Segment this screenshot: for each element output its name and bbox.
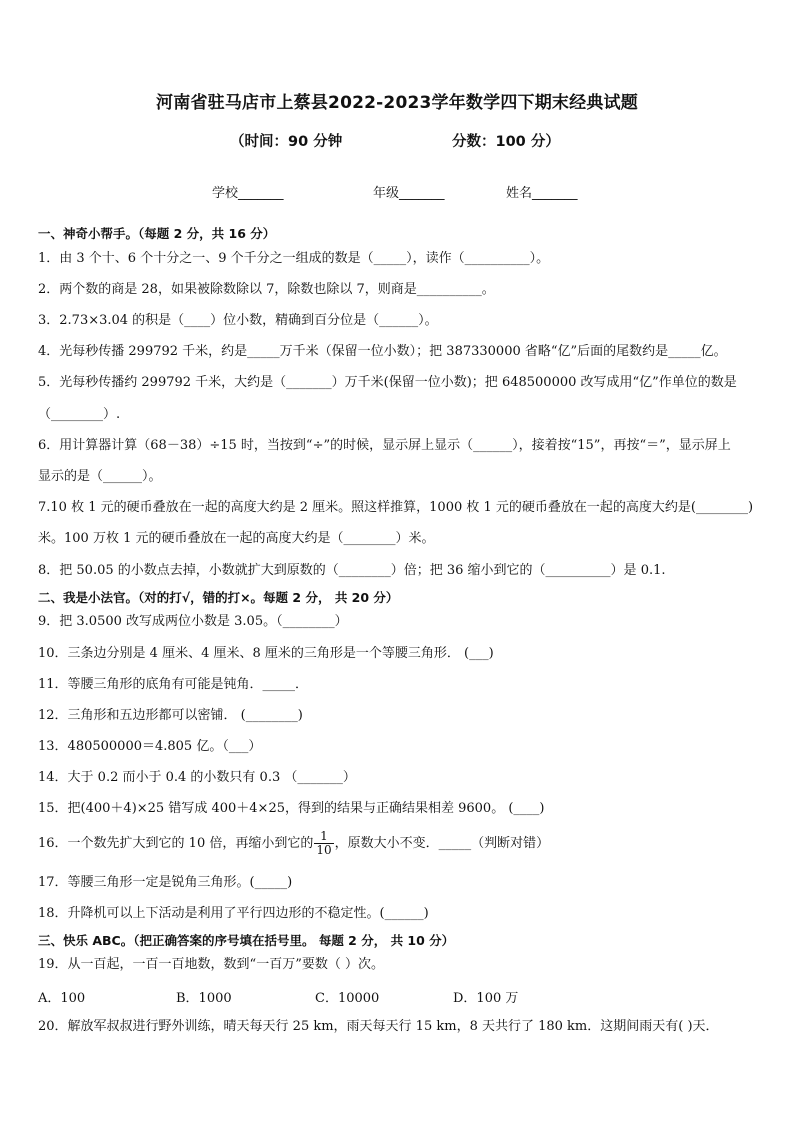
question-12: 12．三角形和五边形都可以密铺． (________) [38, 708, 303, 723]
grade-field: 年级_______ [373, 186, 445, 201]
option-b: B．1000 [176, 991, 232, 1006]
fraction-denominator: 10 [316, 843, 332, 857]
question-5-line-1: 5．光每秒传播约 299792 千米，大约是（_______）万千米(保留一位小数)；把 648500000 改写成用“亿”作单位的数是 [38, 375, 737, 390]
exam-score: 分数：100 分） [452, 134, 560, 150]
section-2-heading: 二、我是小法官。（对的打√，错的打×。每题 2 分， 共 20 分） [38, 590, 399, 605]
question-3: 3．2.73×3.04 的积是（____）位小数，精确到百分位是（______）。 [38, 313, 438, 328]
question-6-line-2: 显示的是（______）。 [38, 469, 162, 484]
section-3-heading: 三、快乐 ABC。（把正确答案的序号填在括号里。 每题 2 分， 共 10 分） [38, 933, 455, 948]
exam-time: （时间：90 分钟 [230, 134, 343, 150]
question-17: 17．等腰三角形一定是锐角三角形。(_____) [38, 875, 293, 890]
question-8: 8．把 50.05 的小数点去掉，小数就扩大到原数的（________）倍；把 36 缩小到它的（__________）是 0.1. [38, 563, 666, 578]
school-field: 学校_______ [212, 186, 284, 201]
question-2: 2．两个数的商是 28，如果被除数除以 7，除数也除以 7，则商是__________。 [38, 282, 495, 297]
question-9: 9．把 3.0500 改写成两位小数是 3.05。（________） [38, 614, 348, 629]
question-18: 18．升降机可以上下活动是利用了平行四边形的不稳定性。(______) [38, 906, 429, 921]
page-title: 河南省驻马店市上蔡县2022-2023学年数学四下期末经典试题 [156, 93, 638, 113]
question-15: 15．把(400＋4)×25 错写成 400＋4×25，得到的结果与正确结果相差 9600。 (____) [38, 801, 545, 816]
question-4: 4．光每秒传播 299792 千米，约是_____万千米（保留一位小数）；把 387330000 省略“亿”后面的尾数约是_____亿。 [38, 344, 727, 359]
question-11: 11．等腰三角形的底角有可能是钝角．_____． [38, 677, 309, 692]
question-19: 19．从一百起，一百一百地数，数到“一百万”要数（ ）次。 [38, 957, 384, 972]
question-20: 20．解放军叔叔进行野外训练，晴天每天行 25 km，雨天每天行 15 km，8 天共行了 180 km．这期间雨天有( )天． [38, 1019, 719, 1034]
question-14: 14．大于 0.2 而小于 0.4 的小数只有 0.3 （_______） [38, 770, 356, 785]
question-16 [38, 830, 768, 857]
option-d: D．100 万 [453, 991, 519, 1006]
question-7-line-2: 米。100 万枚 1 元的硬币叠放在一起的高度大约是（________）米。 [38, 531, 435, 546]
question-16-prefix: 16．一个数先扩大到它的 10 倍，再缩小到它的 [38, 836, 314, 851]
question-6-line-1: 6．用计算器计算（68－38）÷15 时，当按到“÷”的时候，显示屏上显示（______），接着按“15”，再按“＝”，显示屏上 [38, 438, 731, 453]
question-5-line-2: （________）. [38, 407, 121, 422]
name-field: 姓名_______ [506, 186, 578, 201]
question-1: 1．由 3 个十、6 个十分之一、9 个千分之一组成的数是（_____），读作（__________）。 [38, 251, 550, 266]
section-1-heading: 一、神奇小帮手。（每题 2 分，共 16 分） [38, 226, 276, 241]
question-13: 13．480500000＝4.805 亿。（___） [38, 739, 262, 754]
question-7-line-1: 7.10 枚 1 元的硬币叠放在一起的高度大约是 2 厘米。照这样推算，1000 枚 1 元的硬币叠放在一起的高度大约是(________) [38, 500, 754, 515]
fraction-numerator: 1 [314, 830, 333, 844]
fraction-one-tenth [314, 830, 333, 857]
option-c: C．10000 [315, 991, 380, 1006]
option-a: A．100 [38, 991, 86, 1006]
question-16-suffix: ，原数大小不变．_____（判断对错） [334, 836, 550, 851]
question-10: 10．三条边分别是 4 厘米、4 厘米、8 厘米的三角形是一个等腰三角形． (___) [38, 646, 494, 661]
